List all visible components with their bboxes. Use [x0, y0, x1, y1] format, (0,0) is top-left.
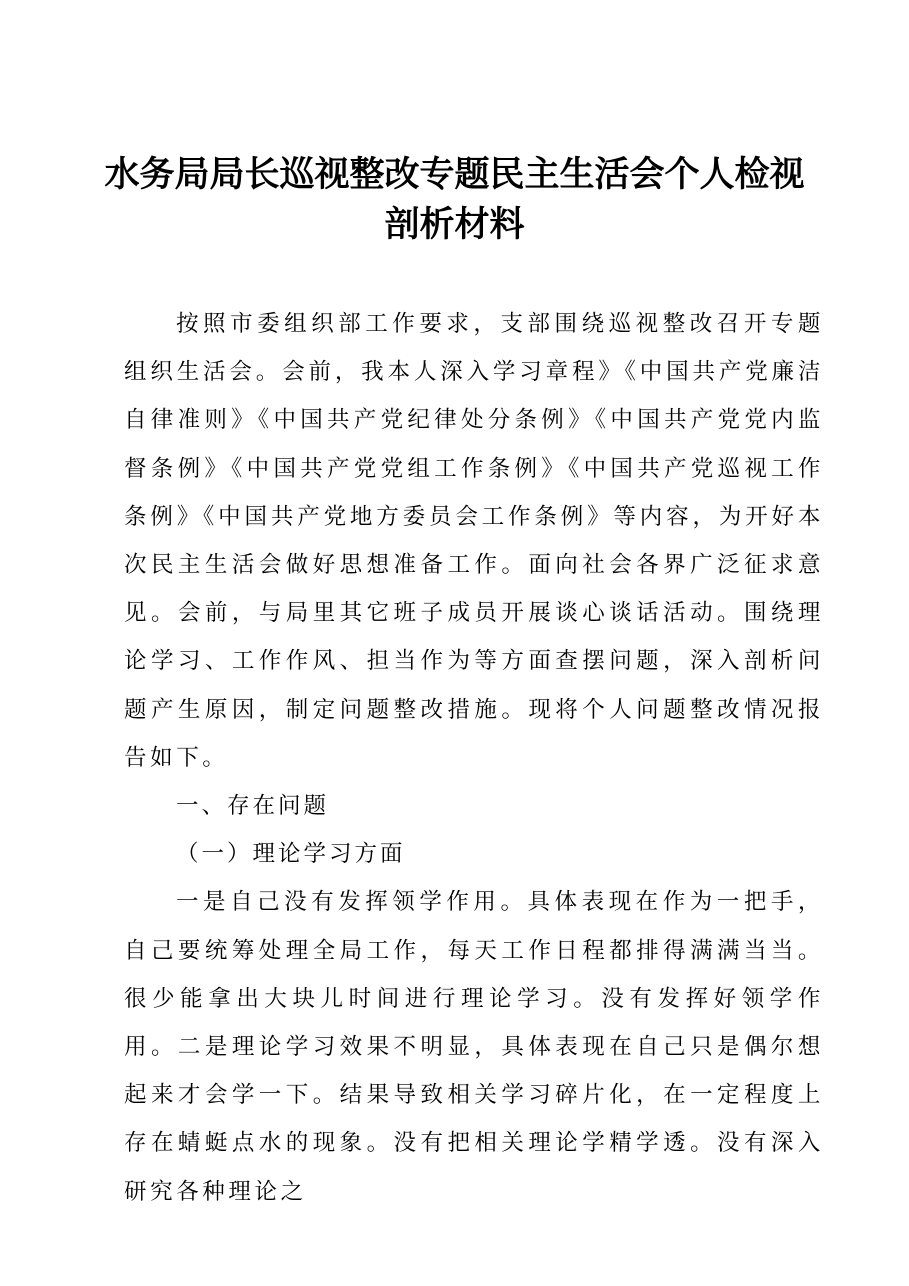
body-paragraph: 一是自己没有发挥领学作用。具体表现在作为一把手，自己要统筹处理全局工作，每天工作日程都排得满满当当。很少能拿出大块儿时间进行理论学习。没有发挥好领学作用。二是理论学习效果不明显，具体表现在自己只是偶尔想起来才会学一下。结果导致相关学习碎片化，在一定程度上存在蜻蜓点水的现象。没有把相关理论学精学透。没有深入研究各种理论之 — [124, 889, 824, 1205]
subsection-heading: （一）理论学习方面 — [176, 841, 406, 868]
title-line-1: 水务局局长巡视整改专题民主生活会个人检视 — [104, 154, 805, 195]
document-title — [100, 150, 809, 250]
intro-paragraph: 按照市委组织部工作要求，支部围绕巡视整改召开专题组织生活会。会前，我本人深入学习章程》《中国共产党廉洁自律准则》《中国共产党纪律处分条例》《中国共产党党内监督条例》《中国共产党党组工作条例》《中国共产党巡视工作条例》《中国共产党地方委员会工作条例》等内容，为开好本次民主生活会做好思想准备工作。面向社会各界广泛征求意见。会前，与局里其它班子成员开展谈心谈话活动。围绕理论学习、工作作风、担当作为等方面查摆问题，深入剖析问题产生原因，制定问题整改措施。现将个人问题整改情况报告如下。 — [124, 311, 824, 771]
document-body — [124, 300, 824, 1216]
section-heading: 一、存在问题 — [176, 793, 330, 820]
title-line-2: 剖析材料 — [384, 204, 525, 245]
